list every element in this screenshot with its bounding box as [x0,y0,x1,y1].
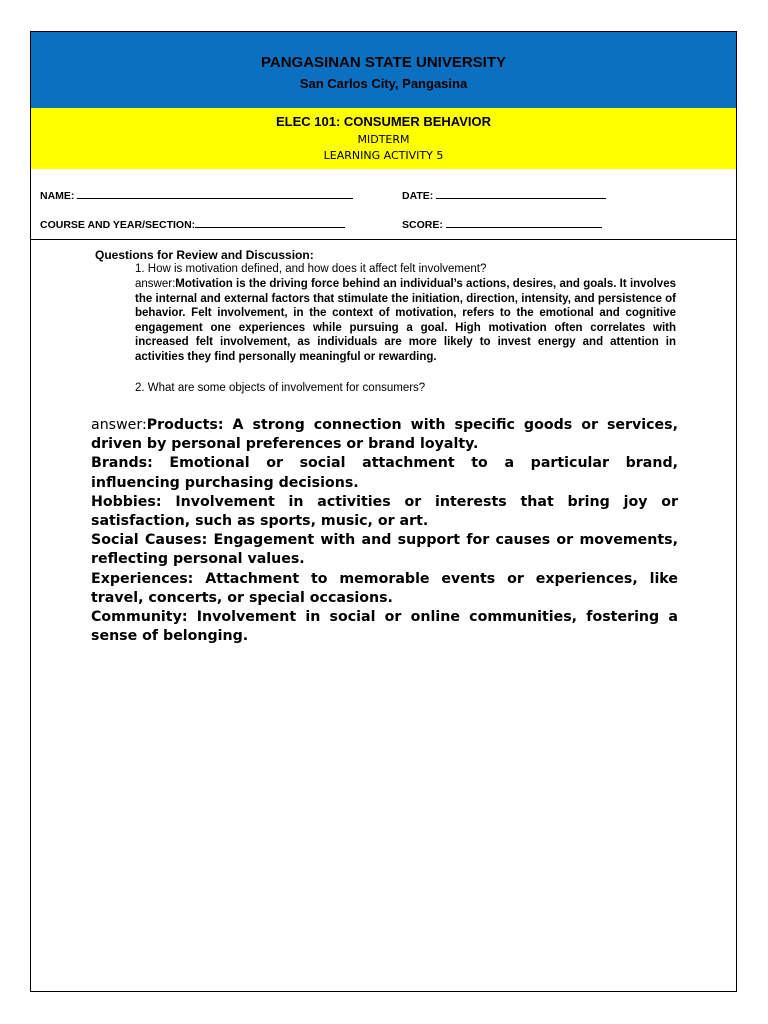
answer-2 [91,416,678,646]
answer-2-item: Hobbies: Involvement in activities or interests that bring joy or satisfaction, such as sports, music, or art. [91,493,678,530]
answer-1-prefix: answer: [135,278,176,290]
answer-2-prefix: answer: [91,417,147,433]
course-section-label: COURSE AND YEAR/SECTION: [40,219,196,231]
course-title: ELEC 101: CONSUMER BEHAVIOR [275,114,491,129]
answer-2-item: Brands: Emotional or social attachment to a particular brand, influencing purchasing decisions. [91,455,678,491]
campus-name: San Carlos City, Pangasina [299,76,468,91]
question-1: 1. How is motivation defined, and how does it affect felt involvement? [135,263,487,275]
university-header [31,32,736,108]
name-label: NAME: [40,190,75,202]
date-blank[interactable] [436,189,606,199]
course-header [31,108,736,169]
date-field[interactable] [402,189,606,202]
score-blank[interactable] [446,218,602,228]
answer-2-item: answer:Products: A strong connection with specific goods or services, driven by personal preferences or brand loyalty. [91,417,678,453]
answer-1 [135,277,676,365]
name-field[interactable] [40,189,353,202]
date-label: DATE: [402,190,434,202]
student-info-section [31,169,736,240]
university-name: PANGASINAN STATE UNIVERSITY [260,54,507,71]
score-label: SCORE: [402,219,443,231]
term-label: MIDTERM [357,133,410,146]
answer-2-item: Experiences: Attachment to memorable events or experiences, like travel, concerts, or special occasions. [91,570,678,606]
name-blank[interactable] [77,189,353,199]
answer-1-text: Motivation is the driving force behind an individual’s actions, desires, and goals. It involves the internal and external factors that stimulate the initiation, direction, intensity, and persistence of behavior. Felt involvement, in the context of motivation, refers to the emotional and cognitive engagement one experiences while pursuing a goal. High motivation often correlates with increased felt involvement, as individuals are more likely to invest energy and attention in activities they find personally meaningful or rewarding. [135,278,676,363]
activity-label: LEARNING ACTIVITY 5 [323,149,444,162]
answer-2-item: Social Causes: Engagement with and support for causes or movements, reflecting personal values. [91,532,678,568]
question-2: 2. What are some objects of involvement for consumers? [135,382,426,394]
questions-heading: Questions for Review and Discussion: [95,248,314,262]
course-section-blank[interactable] [195,218,345,228]
score-field[interactable] [402,218,602,231]
worksheet-page [30,31,737,992]
answer-2-item: Community: Involvement in social or online communities, fostering a sense of belonging. [91,609,678,645]
course-section-field[interactable] [40,218,345,231]
